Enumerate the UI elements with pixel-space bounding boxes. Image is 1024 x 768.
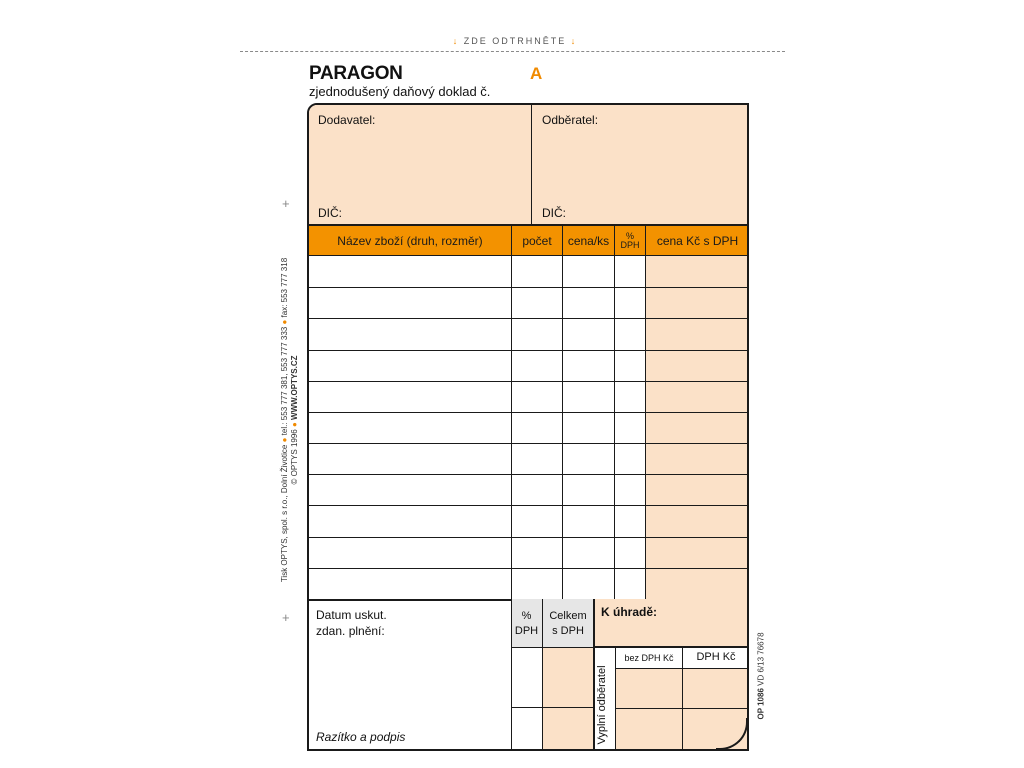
printer-imprint: [280, 250, 300, 590]
supplier-box[interactable]: [309, 105, 532, 224]
document-subtitle: zjednodušený daňový doklad č.: [309, 84, 491, 99]
row-divider: [511, 707, 595, 708]
table-row-divider: [309, 287, 749, 288]
table-row-divider: [309, 505, 749, 506]
column-header-price-with-vat: cena Kč s DPH: [646, 226, 749, 256]
items-table: [309, 226, 749, 601]
row-divider: [595, 646, 749, 648]
parties-section: [309, 105, 749, 226]
customer-dic-label: DIČ:: [542, 206, 566, 220]
total-header-shade: [543, 599, 593, 647]
vat-header-shade: [511, 599, 542, 647]
table-row-divider: [309, 318, 749, 319]
tear-off-text: ZDE ODTRHNĚTE: [463, 36, 567, 46]
bullet-icon: ●: [280, 437, 289, 443]
bullet-icon: ●: [290, 422, 299, 428]
imprint-printer: Tisk OPTYS, spol. s r.o., Dolní Životice: [280, 444, 289, 583]
row-divider: [615, 708, 749, 709]
vat-czk-header: DPH Kč: [696, 651, 736, 663]
tear-off-line: [240, 51, 785, 52]
customer-fills-label: Vyplní odběratel: [596, 665, 608, 745]
copy-letter: A: [530, 64, 543, 83]
date-label-line2: zdan. plnění:: [316, 624, 385, 638]
tear-off-label: [440, 36, 590, 46]
summary-vat-label: DPH: [514, 625, 539, 637]
imprint-fax: fax: 553 777 318: [280, 257, 289, 318]
column-divider: [615, 648, 616, 751]
table-row-divider: [309, 412, 749, 413]
total-column-shade: [543, 648, 593, 751]
summary-vat-percent: %: [521, 610, 532, 622]
row-divider: [511, 647, 595, 648]
stamp-signature-label: Razítko a podpis: [316, 730, 406, 744]
bullet-icon: ●: [280, 319, 289, 325]
summary-total-line1: Celkem: [549, 610, 587, 622]
column-header-quantity: počet: [512, 226, 562, 256]
table-row-divider: [309, 350, 749, 351]
table-row-divider: [309, 537, 749, 538]
receipt-form: [307, 103, 749, 751]
table-row-divider: [309, 568, 749, 569]
summary-section: [309, 599, 749, 751]
column-divider: [682, 648, 683, 751]
customer-box[interactable]: [533, 105, 749, 224]
arrow-down-icon: ↓: [452, 36, 460, 46]
customer-label: Odběratel:: [542, 113, 599, 127]
without-vat-header: bez DPH Kč: [624, 653, 674, 663]
table-row-divider: [309, 443, 749, 444]
column-header-unit-price: cena/ks: [563, 226, 614, 256]
form-code-version: VD 6/13 76678: [756, 632, 766, 686]
registration-mark: +: [282, 610, 290, 625]
imprint-copyright: © OPTYS 1996: [290, 429, 299, 485]
vat-rate-percent: %: [625, 230, 634, 241]
column-header-vat-rate: [615, 226, 645, 256]
column-divider: [593, 599, 595, 751]
form-code-number: OP 1086: [756, 688, 766, 720]
imprint-website: WWW.OPTYS.CZ: [290, 355, 299, 420]
vat-rate-label: DPH: [620, 239, 640, 250]
table-row-divider: [309, 474, 749, 475]
registration-mark: +: [282, 196, 290, 211]
supplier-dic-label: DIČ:: [318, 206, 342, 220]
table-row-divider: [309, 381, 749, 382]
document-title: PARAGON: [309, 63, 403, 84]
summary-total-line2: s DPH: [552, 625, 584, 637]
to-pay-label: K úhradě:: [601, 605, 658, 619]
form-code: [757, 586, 766, 766]
supplier-label: Dodavatel:: [318, 113, 376, 127]
price-column-shade: [646, 256, 749, 599]
arrow-down-icon: ↓: [570, 36, 578, 46]
date-label-line1: Datum uskut.: [316, 608, 387, 622]
imprint-phone: tel.: 553 777 381, 553 777 333: [280, 326, 289, 436]
row-divider: [615, 668, 749, 669]
column-header-item-name: Název zboží (druh, rozměr): [309, 226, 511, 256]
